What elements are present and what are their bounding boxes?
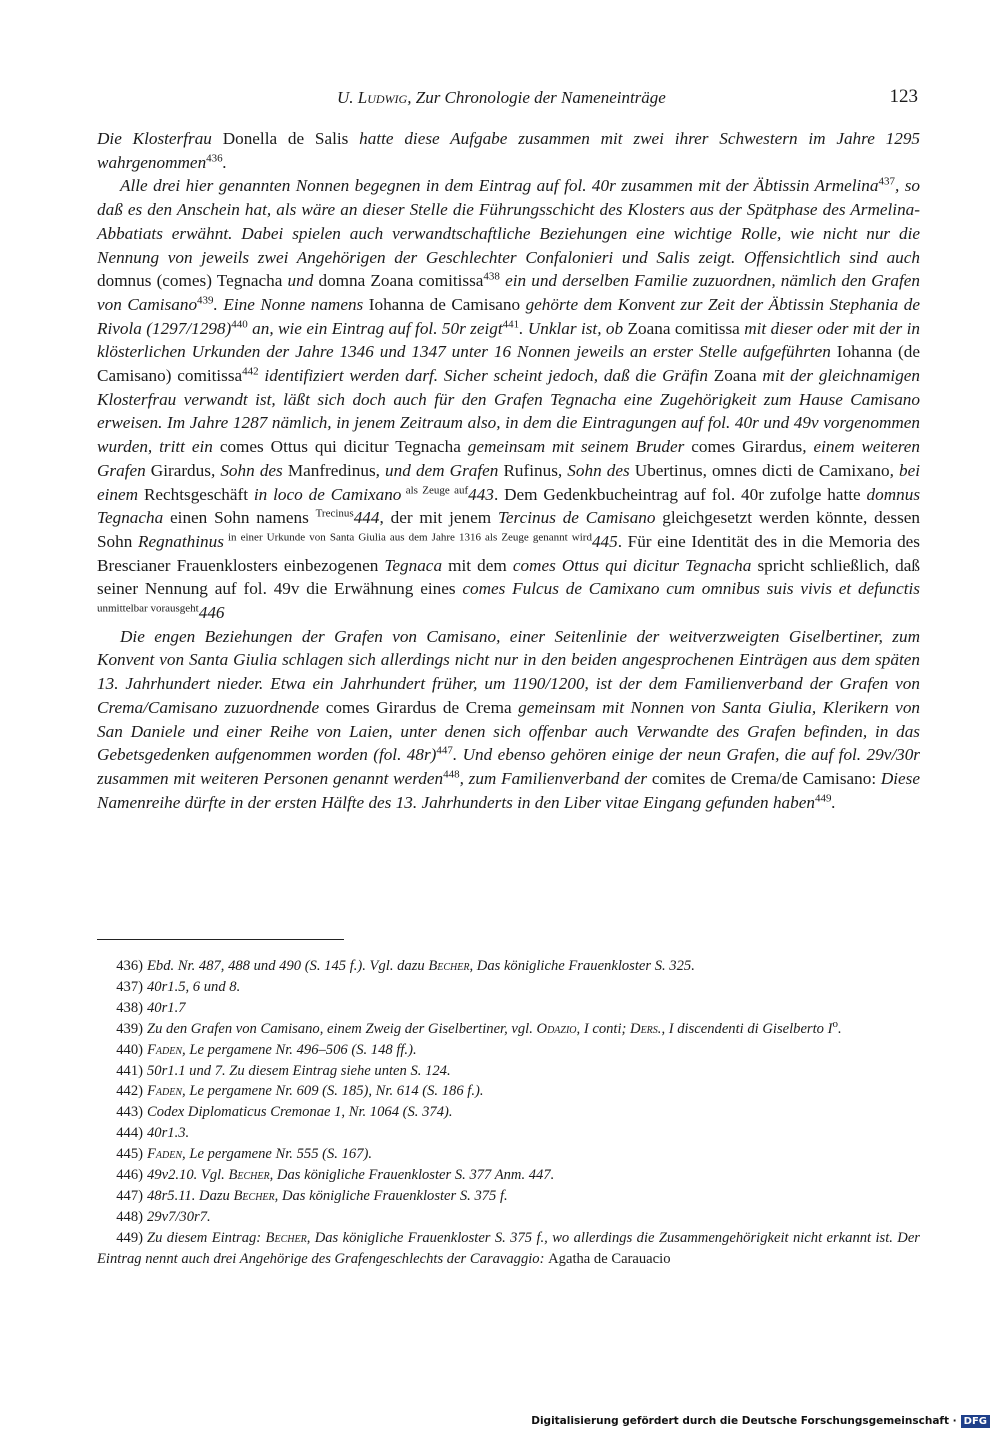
name-run: domnus (comes) Tegnacha	[97, 271, 283, 291]
text-run: , Das königliche Frauenkloster S. 375 f.	[274, 1187, 508, 1204]
name-run: Rechtsgeschäft	[143, 484, 248, 504]
name-run: comites de Crema/de Camisano:	[651, 768, 877, 788]
footnote-number: 446)	[116, 1167, 143, 1184]
name-run: . Dem Gedenkbucheintrag auf fol. 40r zufolge hatte	[493, 484, 867, 504]
text-run: . Und ebenso gehören einige der neun Grafen, die auf fol. 29v/30r zusammen mit weiteren Personen genannt werden	[97, 745, 920, 788]
text-run: comes Fulcus de Camixano cum omnibus suis vivis et defunctis	[462, 579, 920, 599]
text-run: 443	[468, 484, 494, 504]
text-run: gehörte dem Konvent zur Zeit der Äbtissin Stephania de Rivola (1297/1298)	[97, 294, 921, 338]
running-head	[97, 88, 920, 112]
text-run: Codex Diplomaticus Cremonae 1, Nr. 1064 (S. 374).	[147, 1104, 453, 1121]
footnote-449	[97, 1228, 920, 1270]
text-run: , Le pergamene Nr. 496–506 (S. 148 ff.).	[182, 1041, 417, 1058]
text-run: an, wie ein Eintrag auf fol. 50r zeigt	[247, 318, 503, 338]
name-run: mit dem	[442, 555, 513, 575]
text-run: Die engen Beziehungen der Grafen von Camisano, einer Seitenlinie der weitverzweigten Giselbertiner, zum Konvent von Santa Giulia schlagen sich allerdings nicht nur in den beiden angesprochenen Einträgen aus dem späten 13. Jahrhundert nieder. Etwa ein Jahrhundert früher, um 1190/1200, ist der dem Familienverband der Grafen von Crema/Camisano zuzuordnende	[97, 626, 920, 717]
name-run: Manfredinus	[287, 460, 376, 480]
footnote-number: 441)	[116, 1062, 143, 1079]
text-run: 444	[353, 508, 380, 528]
text-run: in loco de Camixano	[253, 484, 402, 504]
text-run: Zu den Grafen von Camisano, einem Zweig der Giselbertiner, vgl.	[147, 1020, 537, 1037]
footnotes	[97, 956, 920, 1270]
text-run: mit dieser oder mit der in klösterlichen Urkunden der Jahre 1346 und 1347 unter 16 Nonnen jeweils an erster Stelle aufgeführten	[97, 318, 920, 362]
text-run: . Eine Nonne namens	[213, 294, 369, 314]
footnote-448	[97, 1207, 920, 1228]
author-ref: Becher	[265, 1229, 307, 1246]
footnote-445	[97, 1144, 920, 1165]
text-run: .	[222, 152, 227, 172]
footnote-number: 440)	[116, 1041, 143, 1058]
name-run: Zoana	[713, 366, 757, 386]
text-run: 49v2.10. Vgl.	[147, 1167, 229, 1184]
text-run: Die Klosterfrau	[97, 129, 212, 148]
text-run: , Le pergamene Nr. 555 (S. 167).	[182, 1146, 372, 1163]
footnote-ref[interactable]: als Zeuge auf	[401, 483, 469, 496]
text-run: identifiziert werden darf. Sicher scheint jedoch, daß die Gräfin	[258, 366, 714, 386]
text-run: .	[831, 792, 836, 812]
name-run: Zoana comitissa	[627, 318, 740, 338]
credit-text: Digitalisierung gefördert durch die Deutsche Forschungsgemeinschaft ·	[531, 1415, 957, 1427]
article-title: , Zur Chronologie der Nameneinträge	[407, 88, 666, 107]
footnote-442	[97, 1081, 920, 1102]
footnote-437	[97, 977, 920, 998]
name-run: spricht schließlich, daß seiner Nennung auf fol. 49v die Erwähnung eines	[97, 555, 920, 599]
text-run: gemeinsam mit Nonnen von Santa Giulia, Klerikern von San Daniele und einer Reihe von Laien, unter denen sich offenbar auch Verwandte des Grafen befinden, in das Gebetsgedenken aufgenommen worden (fol. 48r)	[97, 697, 921, 765]
footnote-separator	[97, 939, 344, 940]
footnote-ref[interactable]: 441	[502, 317, 520, 330]
text-run: , Sohn des	[210, 460, 288, 480]
author-ref: Becher	[233, 1187, 275, 1204]
text-run: , Das königliche Frauenkloster S. 377 Anm. 447.	[269, 1167, 555, 1184]
name-run: Donella de Salis	[211, 129, 360, 148]
footnote-438	[97, 998, 920, 1019]
text-run: ein und derselben Familie zuzuordnen, nämlich den Grafen von Camisano	[97, 271, 920, 314]
text-run: Tercinus de Camisano	[497, 508, 656, 528]
author-ref: Odazio	[536, 1020, 577, 1037]
text-run: 445	[591, 531, 618, 551]
text-run: . Unklar ist, ob	[519, 318, 628, 338]
text-run: hatte diese Aufgabe zusammen mit zwei ihrer Schwestern im Jahre 1295 wahrgenommen	[97, 129, 921, 172]
body-text	[97, 127, 920, 814]
author-ref: Faden	[147, 1041, 183, 1058]
text-run: und	[282, 271, 319, 291]
footnote-ref[interactable]: 436	[206, 151, 223, 164]
name-run: Agatha de Carauacio	[548, 1250, 671, 1267]
text-run: , Das königliche Frauenkloster S. 325.	[469, 958, 695, 974]
name-run: gleichgesetzt werden könnte, dessen Sohn	[97, 508, 920, 551]
footnote-number: 445)	[116, 1146, 143, 1163]
footnote-ref[interactable]: in einer Urkunde von Santa Giulia aus dem Jahre 1316 als Zeuge genannt wird	[223, 531, 592, 544]
text-run: Tegnaca	[384, 555, 443, 575]
text-run: , Das königliche Frauenkloster S. 375 f., wo allerdings die Zusammengehörigkeit nicht erkannt ist. Der Eintrag nennt auch drei Angehörige des Grafengeschlechts der Caravaggio:	[97, 1229, 920, 1267]
name-run: Rufinus	[503, 460, 558, 480]
text-run: Ebd. Nr. 487, 488 und 490 (S. 145 f.). Vgl. dazu	[147, 958, 429, 974]
name-run: Iohanna (de Camisano) comitissa	[97, 342, 920, 386]
text-run: Regnathinus	[137, 531, 224, 551]
text-run: gemeinsam mit seinem Bruder	[460, 437, 692, 457]
text-run: 40r1.3.	[147, 1125, 190, 1142]
text-run: , so daß es den Anschein hat, als wäre an dieser Stelle die Führungsschicht des Klosters aus der Spätphase des Armelina-Abbatiats erwähnt. Dabei spielen auch verwandtschaftliche Beziehungen eine wichtige Rolle, wie nicht nur die Nennung von jeweils zwei Angehörigen der Geschlechter Confalonieri und Salis zeigt. Offensichtlich sind auch	[97, 176, 920, 267]
footnote-number: 443)	[116, 1104, 143, 1121]
name-run: . Für eine Identität des in die Memoria des Brescianer Frauenklosters einbezogenen	[97, 531, 920, 575]
footnote-number: 444)	[116, 1125, 143, 1142]
dfg-logo: DFG	[961, 1415, 990, 1428]
name-run: domna Zoana comitissa	[318, 271, 484, 291]
name-run: , der mit jenem	[379, 508, 498, 528]
name-run: comes Girardus	[691, 437, 803, 457]
footnote-number: 448)	[116, 1208, 143, 1225]
text-run: Zu diesem Eintrag:	[147, 1229, 266, 1246]
footnote-number: 437)	[116, 978, 143, 995]
footnote-443	[97, 1102, 920, 1123]
author-ref: Faden	[147, 1083, 183, 1100]
text-run: 446	[198, 603, 225, 623]
text-run: mit der gleichnamigen Klosterfrau verwandt ist, läßt sich doch auch für den Grafen Tegnacha eine Zugehörigkeit zum Hause Camisano erweisen. Im Jahre 1287 nämlich, in jenem Zeitraum also, in dem die Eintragungen auf fol. 40r und 49v vorgenommen wurden, tritt ein	[97, 366, 921, 457]
text-run: 40r1.5, 6 und 8.	[147, 978, 241, 995]
footnote-439	[97, 1019, 920, 1040]
footnote-444	[97, 1123, 920, 1144]
footnote-ref[interactable]: 442	[242, 365, 259, 378]
name-run: einen Sohn namens	[163, 508, 316, 528]
text-run: .	[837, 1020, 842, 1037]
footnote-number: 438)	[116, 999, 143, 1016]
text-run: , bei einem	[97, 460, 920, 504]
author-ref: Faden	[147, 1146, 183, 1163]
name-run: comes Ottus qui dicitur Tegnacha	[219, 437, 461, 457]
footnote-ref[interactable]: 440	[231, 317, 248, 330]
text-run: 29v7/30r7.	[147, 1208, 211, 1225]
name-run: Girardus	[150, 460, 211, 480]
text-run: , Le pergamene Nr. 609 (S. 185), Nr. 614 (S. 186 f.).	[182, 1083, 484, 1100]
text-run: , und dem Grafen	[375, 460, 504, 480]
footnote-ref[interactable]: unmittelbar vorausgeht	[97, 602, 199, 615]
digitization-credit	[531, 1412, 990, 1430]
footnote-number: 449)	[116, 1229, 143, 1246]
paragraph-2	[97, 174, 920, 624]
paragraph-3	[97, 625, 920, 815]
footnote-447	[97, 1186, 920, 1207]
footnote-440	[97, 1040, 920, 1061]
text-run: 40r1.7	[147, 999, 186, 1016]
author-ref: Becher	[228, 1167, 270, 1184]
page-number: 123	[889, 86, 918, 107]
text-run: Diese Namenreihe dürfte in der ersten Hälfte des 13. Jahrhunderts in den Liber vitae Eingang gefunden haben	[97, 768, 920, 812]
text-run: , I discendenti di Giselberto I	[661, 1020, 833, 1037]
author-ref: Ders.	[630, 1020, 662, 1037]
footnote-ref[interactable]: 449	[814, 791, 832, 804]
footnote-number: 439)	[116, 1020, 143, 1037]
ordinal-mark: o	[832, 1017, 838, 1030]
footnote-ref[interactable]: 439	[197, 294, 214, 307]
text-run: Alle drei hier genannten Nonnen begegnen in dem Eintrag auf fol. 40r zusammen mit der Äbtissin Armelina	[120, 176, 879, 196]
text-run: 48r5.11. Dazu	[147, 1187, 234, 1204]
text-run: , einem weiteren Grafen	[97, 437, 921, 480]
footnote-436	[97, 956, 920, 977]
footnote-ref[interactable]: 438	[483, 270, 500, 283]
footnote-ref[interactable]: Trecinus	[315, 507, 354, 520]
text-run: domnus Tegnacha	[97, 484, 921, 528]
author-name: U. Ludwig	[337, 88, 408, 107]
text-run: , Sohn des	[557, 460, 635, 480]
footnote-ref[interactable]: 447	[436, 744, 453, 757]
footnote-number: 442)	[116, 1083, 143, 1100]
author-ref: Becher	[428, 958, 470, 974]
text-run: 50r1.1 und 7. Zu diesem Eintrag siehe unten S. 124.	[147, 1062, 451, 1079]
footnote-number: 436)	[116, 958, 143, 974]
footnote-ref[interactable]: 437	[878, 175, 895, 188]
name-run: Iohanna de Camisano	[368, 294, 521, 314]
name-run: Ubertinus, omnes dicti de Camixano	[634, 460, 890, 480]
footnote-ref[interactable]: 448	[443, 768, 460, 781]
footnote-number: 447)	[116, 1187, 143, 1204]
text-run: comes Ottus qui dicitur Tegnacha	[512, 555, 752, 575]
name-run: comes Girardus de Crema	[325, 697, 512, 717]
text-run: , zum Familienverband der	[459, 768, 652, 788]
paragraph-1	[97, 127, 920, 174]
footnote-441	[97, 1061, 920, 1082]
running-title	[337, 88, 666, 108]
text-run: , I conti;	[576, 1020, 631, 1037]
footnote-446	[97, 1165, 920, 1186]
